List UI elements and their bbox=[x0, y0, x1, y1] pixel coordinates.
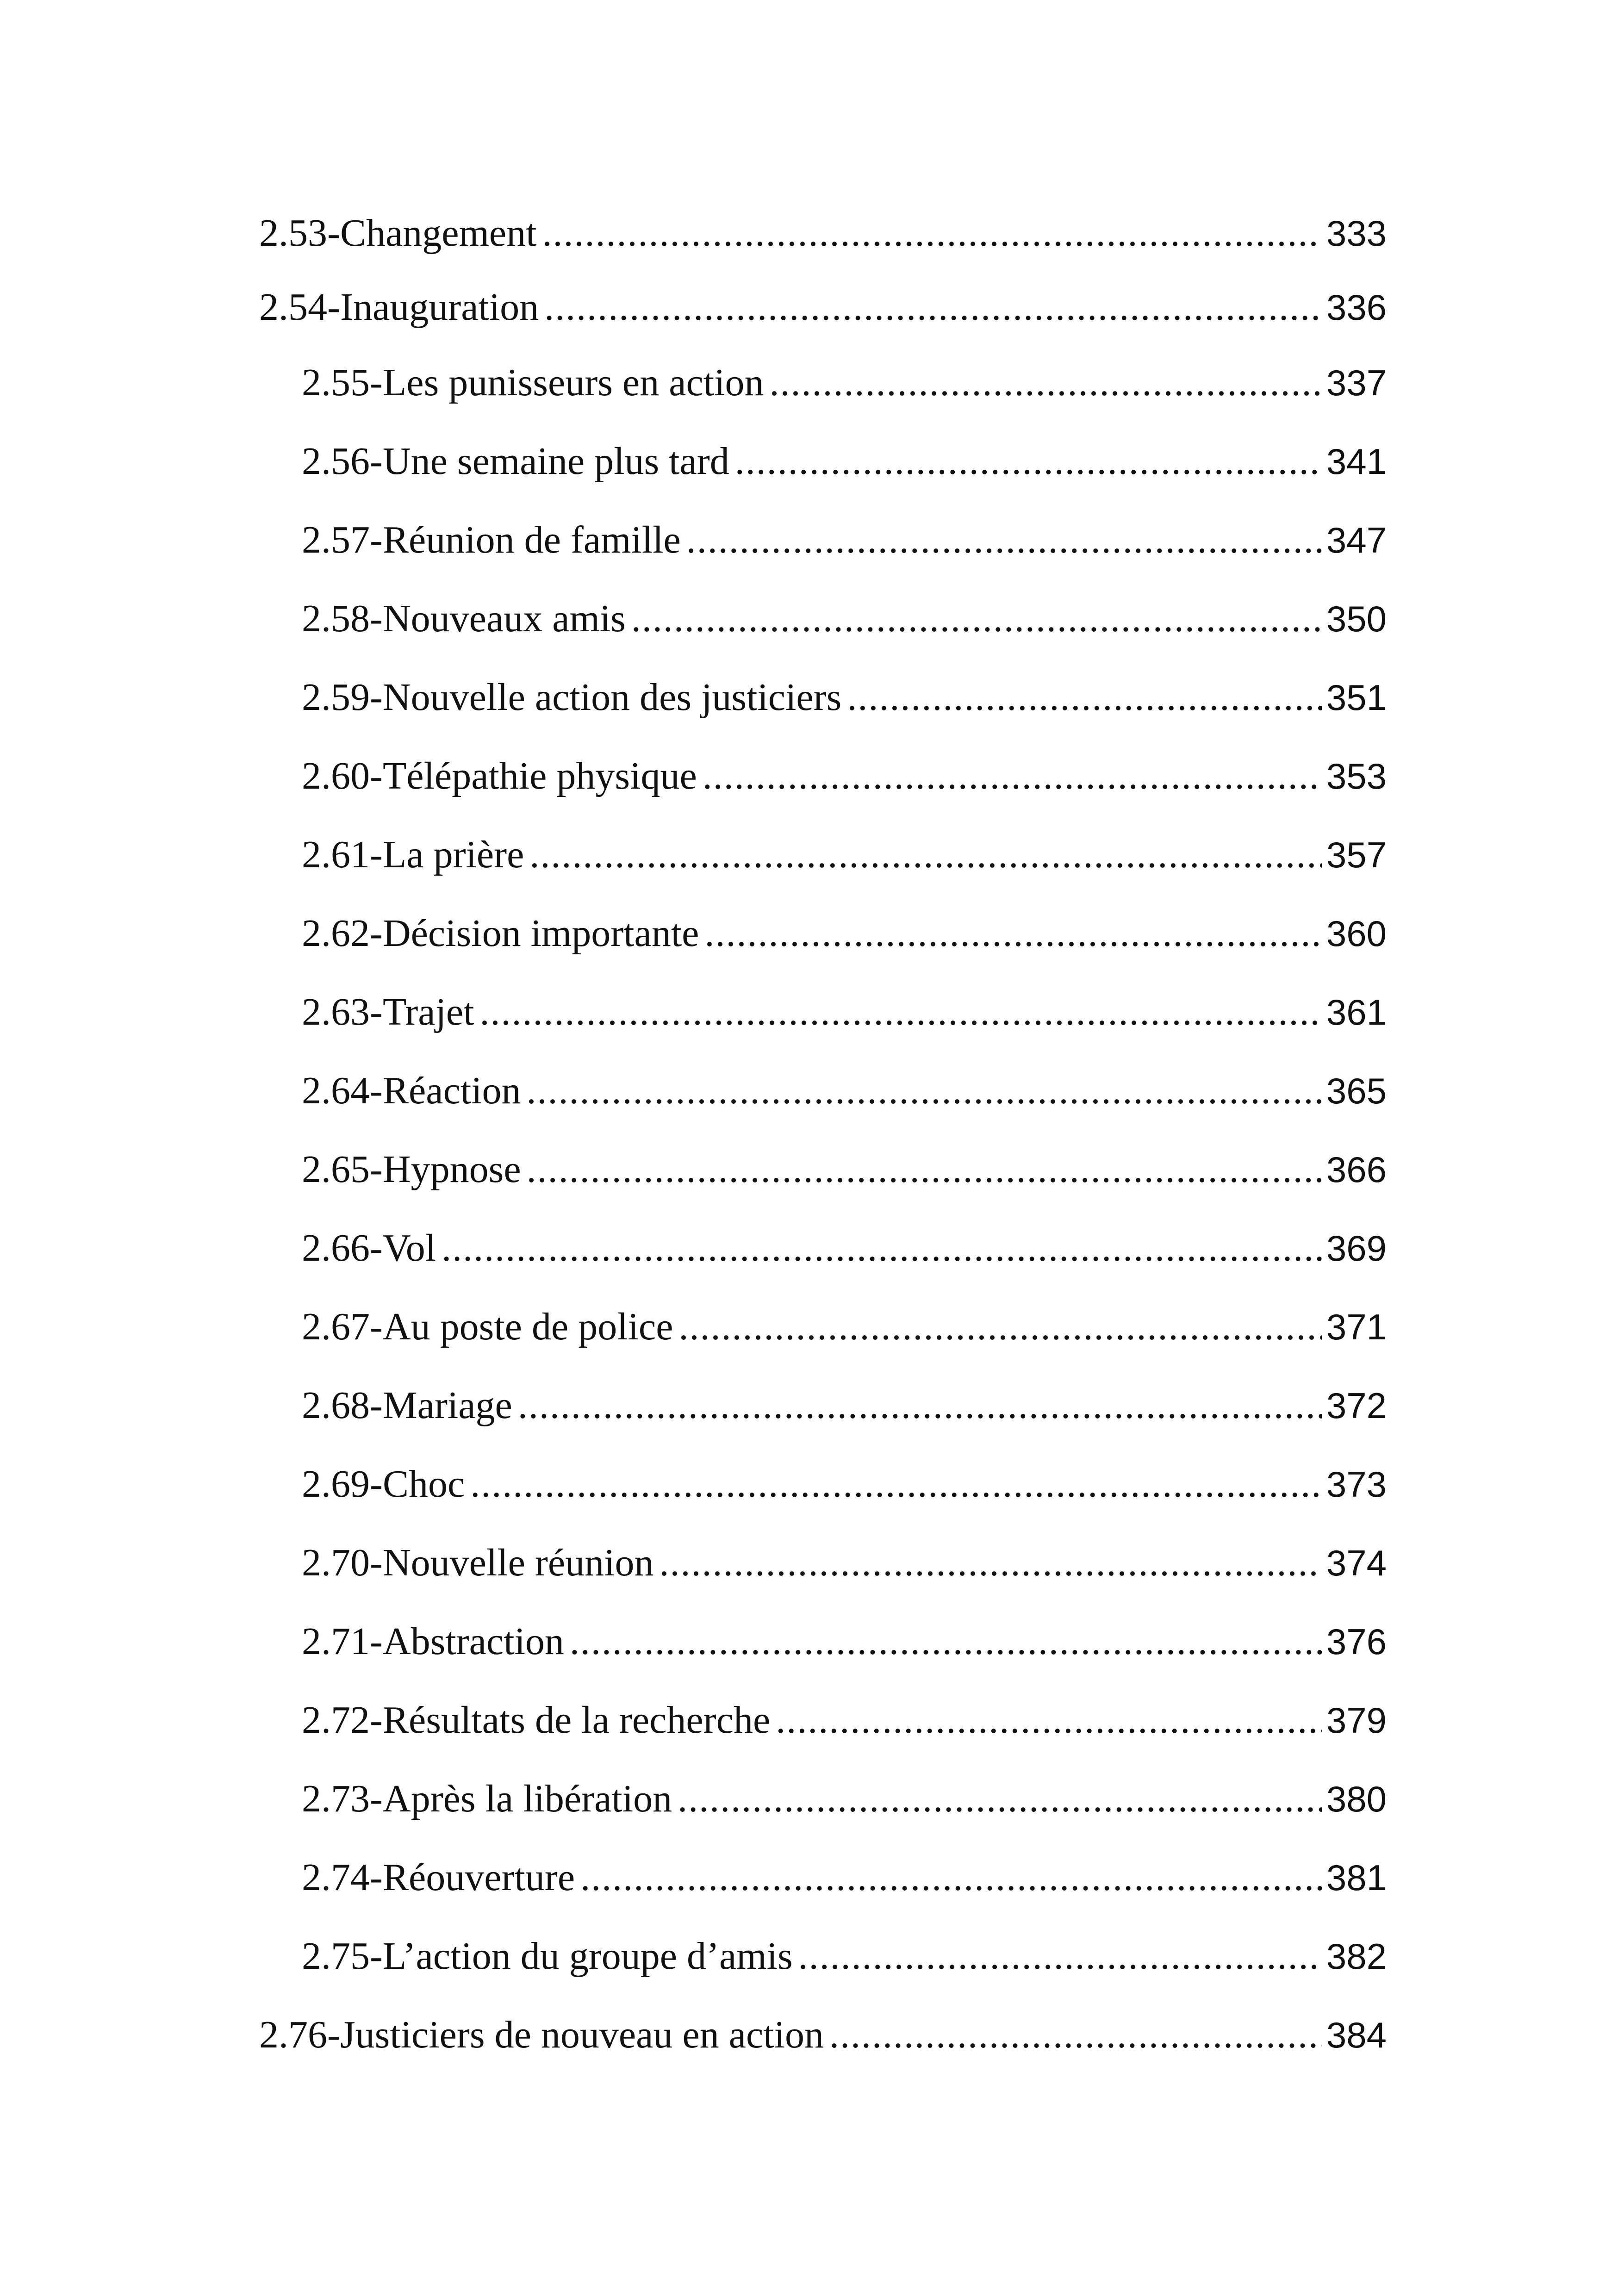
toc-entry-page: 372 bbox=[1326, 1385, 1387, 1426]
toc-entry-title: 2.66-Vol bbox=[302, 1226, 436, 1269]
toc-entry[interactable] bbox=[302, 360, 1387, 416]
toc-entry[interactable] bbox=[302, 1855, 1387, 1910]
toc-entry-title: 2.69-Choc bbox=[302, 1462, 465, 1506]
toc-entry-title: 2.58-Nouveaux amis bbox=[302, 597, 626, 640]
toc-entry[interactable] bbox=[302, 1462, 1387, 1517]
toc-entry[interactable] bbox=[302, 596, 1387, 652]
toc-entry-page: 361 bbox=[1326, 992, 1387, 1033]
toc-entry[interactable] bbox=[302, 439, 1387, 494]
toc-entry-page: 379 bbox=[1326, 1700, 1387, 1741]
toc-leader-dots bbox=[829, 2012, 1322, 2057]
toc-entry-page: 347 bbox=[1326, 520, 1387, 560]
toc-entry-title: 2.65-Hypnose bbox=[302, 1148, 521, 1191]
toc-entry-title: 2.61-La prière bbox=[302, 833, 524, 876]
toc-entry-title: 2.74-Réouverture bbox=[302, 1856, 575, 1899]
toc-leader-dots bbox=[527, 1147, 1322, 1192]
toc-entry[interactable] bbox=[302, 1068, 1387, 1124]
toc-entry-page: 366 bbox=[1326, 1149, 1387, 1190]
toc-entry-title: 2.68-Mariage bbox=[302, 1384, 512, 1427]
toc-entry[interactable] bbox=[302, 1619, 1387, 1674]
toc-leader-dots bbox=[776, 1698, 1322, 1742]
toc-entry-title: 2.54-Inauguration bbox=[259, 286, 539, 329]
toc-entry-title: 2.55-Les punisseurs en action bbox=[302, 361, 764, 404]
toc-entry-page: 382 bbox=[1326, 1936, 1387, 1977]
toc-entry[interactable] bbox=[302, 517, 1387, 573]
toc-entry[interactable] bbox=[302, 832, 1387, 888]
toc-entry-page: 357 bbox=[1326, 834, 1387, 875]
toc-leader-dots bbox=[678, 1776, 1322, 1821]
toc-leader-dots bbox=[659, 1540, 1321, 1585]
toc-entry-title: 2.53-Changement bbox=[259, 212, 537, 255]
toc-entry-page: 371 bbox=[1326, 1307, 1387, 1347]
toc-entry[interactable] bbox=[302, 675, 1387, 730]
toc-entry-title: 2.64-Réaction bbox=[302, 1069, 521, 1112]
toc-entry-title: 2.67-Au poste de police bbox=[302, 1305, 673, 1348]
toc-entry[interactable] bbox=[302, 911, 1387, 966]
toc-entry[interactable] bbox=[302, 1304, 1387, 1360]
toc-entry-title: 2.63-Trajet bbox=[302, 990, 474, 1033]
toc-leader-dots bbox=[570, 1619, 1322, 1664]
toc-entry-page: 353 bbox=[1326, 756, 1387, 796]
toc-entry-title: 2.62-Décision importante bbox=[302, 912, 699, 955]
toc-entry[interactable] bbox=[302, 1540, 1387, 1596]
toc-entry-page: 374 bbox=[1326, 1543, 1387, 1583]
toc-leader-dots bbox=[580, 1855, 1322, 1900]
toc-leader-dots bbox=[847, 675, 1321, 720]
toc-entry[interactable] bbox=[302, 1226, 1387, 1281]
toc-entry[interactable] bbox=[302, 1934, 1387, 1989]
toc-leader-dots bbox=[518, 1383, 1322, 1428]
toc-entry-title: 2.56-Une semaine plus tard bbox=[302, 440, 729, 483]
toc-entry-title: 2.59-Nouvelle action des justiciers bbox=[302, 676, 842, 719]
toc-entry-page: 373 bbox=[1326, 1464, 1387, 1505]
toc-leader-dots bbox=[529, 832, 1321, 877]
toc-entry-page: 337 bbox=[1326, 362, 1387, 403]
toc-entry-page: 380 bbox=[1326, 1779, 1387, 1819]
toc-entry-page: 369 bbox=[1326, 1228, 1387, 1269]
toc-entry-title: 2.75-L’action du groupe d’amis bbox=[302, 1935, 793, 1978]
toc-leader-dots bbox=[686, 517, 1322, 562]
toc-leader-dots bbox=[704, 911, 1321, 956]
toc-entry[interactable] bbox=[259, 2012, 1387, 2068]
toc-leader-dots bbox=[735, 439, 1322, 484]
toc-leader-dots bbox=[527, 1068, 1322, 1113]
toc-leader-dots bbox=[542, 211, 1322, 255]
toc-entry-page: 350 bbox=[1326, 598, 1387, 639]
toc-entry[interactable] bbox=[302, 1147, 1387, 1202]
toc-entry[interactable] bbox=[302, 753, 1387, 809]
toc-entry-title: 2.71-Abstraction bbox=[302, 1620, 564, 1663]
toc-leader-dots bbox=[769, 360, 1321, 405]
toc-leader-dots bbox=[798, 1934, 1322, 1979]
toc-entry-page: 360 bbox=[1326, 913, 1387, 954]
toc-entry-title: 2.76-Justiciers de nouveau en action bbox=[259, 2013, 824, 2056]
toc-entry-page: 376 bbox=[1326, 1621, 1387, 1662]
toc-entry-page: 336 bbox=[1326, 287, 1387, 328]
toc-entry-page: 341 bbox=[1326, 441, 1387, 482]
toc-leader-dots bbox=[544, 285, 1322, 330]
toc-entry[interactable] bbox=[259, 285, 1387, 340]
toc-leader-dots bbox=[703, 753, 1322, 798]
toc-entry-page: 381 bbox=[1326, 1857, 1387, 1898]
toc-entry[interactable] bbox=[302, 989, 1387, 1045]
toc-entry-title: 2.70-Nouvelle réunion bbox=[302, 1541, 654, 1584]
toc-entry[interactable] bbox=[302, 1383, 1387, 1438]
toc-entry-title: 2.73-Après la libération bbox=[302, 1777, 672, 1820]
toc-entry-title: 2.57-Réunion de famille bbox=[302, 518, 681, 561]
toc-leader-dots bbox=[442, 1226, 1322, 1270]
toc-entry-page: 384 bbox=[1326, 2015, 1387, 2055]
toc-entry-title: 2.72-Résultats de la recherche bbox=[302, 1699, 771, 1742]
toc-entry[interactable] bbox=[302, 1698, 1387, 1753]
toc-leader-dots bbox=[631, 596, 1322, 641]
toc-entry-title: 2.60-Télépathie physique bbox=[302, 754, 697, 797]
toc-entry[interactable] bbox=[259, 211, 1387, 266]
toc-entry-page: 365 bbox=[1326, 1070, 1387, 1111]
toc-entry[interactable] bbox=[302, 1776, 1387, 1832]
toc-entry-page: 351 bbox=[1326, 677, 1387, 718]
toc-entry-page: 333 bbox=[1326, 213, 1387, 254]
toc-leader-dots bbox=[678, 1304, 1321, 1349]
toc-leader-dots bbox=[470, 1462, 1322, 1506]
toc-leader-dots bbox=[480, 989, 1322, 1034]
